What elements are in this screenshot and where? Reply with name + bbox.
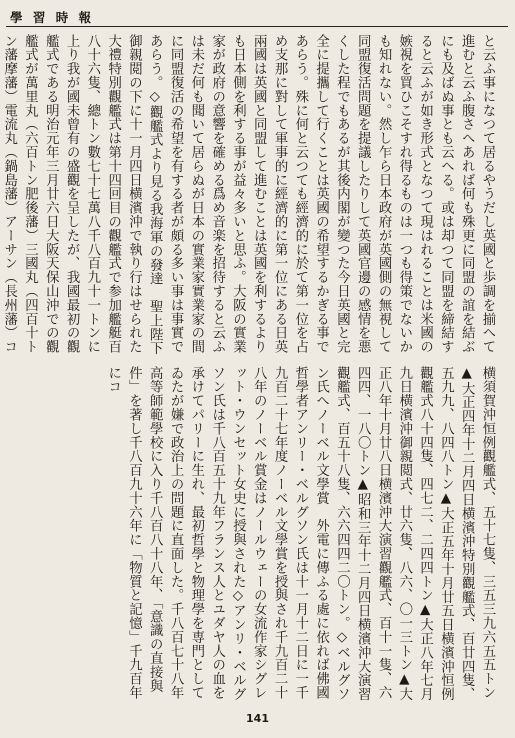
page-number: 141 xyxy=(246,712,269,725)
header-rule xyxy=(6,26,508,27)
lower-body-text: 横須賀沖恒例觀艦式、五十七隻、三五三九六五五トン▲大正四年十二月四日横濱沖特別觀艦式、百廿四隻、五九九、八四八トン▲大正五年十月廿五日横濱沖恒例觀艦式八十四隻、四七二、二四四トン▲大正八年七月九日横濱沖御親閲式、廿六隻、八六、〇一三トン▲大正八年十月廿八日横濱沖大演習觀艦式、百十一隻、六四四、一八〇トン▲昭和三年十二月四日横濱沖大演習觀艦式、百五十八隻、六六四四二〇トン。◇ベルグソン氏へノーベル文學賞 外電に傳ふる處に依れば佛國哲學者アンリー・ベルグソン氏は十一月十二日に一千九百二十七年度ノーベル文學賞を授與され千九百二十八年のノーベル賞金はノールウェーの女流作家シグレット・ウンセット女史に授與された◇アンリ・ベルグソン氏は千八百五十九年フランス人とユダヤ人の血を承けてパリーに生れ、最初哲學と物理學を専門としてゐたが嫌で政治上の問題に直面した。千八百七十八年高等師範學校に入り千八百八十八年、「意識の直接與件」を著し千八百九十六年に「物質と記憶」千九百年にコ xyxy=(105,366,495,702)
upper-text-block xyxy=(1,34,497,359)
upper-body-text: と云ふ事になつて居るやうだし英國と歩調を揃へて進むと云ふ腹さへあれば何も殊更に同盟の誼を結ぶにも及ばぬ事とも云へる。或は却つて同盟を締結すると云ふが如き形式となつて現はれることは米國の嫉視を買ひこそすれ得るものは一つも得策でないかも知れない。然し乍ら日本政府が英國側の無視して同盟復活問題を提議したりして英國官邊の感情を悪くした程でもあるが其後内閣が變つた今日英國と完全に提攜して行くことは英國の希望するかぎる事であらう。殊に何と云つても經濟的に於て第一位を占め支那に對して軍事的に經濟的に第一位にある日英兩國は英國と同盟して進むことは英國を利するよりも日本側を利する事が益々多いと思ふ。大阪の實業家が政府の意響を確める爲め音楽を招待すると云ふは未だ何も聞いて居らぬが日本の實業家實業家の間に同盟復活の希望を有する者が頗る多い事は事實であらう。◇觀艦式より見る我海軍の發達 聖上陛下御親閲の下に十一月四日横濱沖で執り行はせられた大禮特別觀艦式は第十四回目の觀艦式で参加艦艇百八十六隻、總トン數七十七萬八千八百九十一トンに上り我が國未曾有の盛觀を呈したが、我國最初の觀艦式である明治元年三月廿六日大阪天保山沖での觀艦式が萬里丸（六百トン肥後藩）三國丸（四百十トン藩摩藩）電流丸（鍋島藩）アーサン（長州藩）コ xyxy=(1,34,495,356)
page-header: 學 習 時 報 xyxy=(10,10,95,25)
lower-text-block xyxy=(22,366,497,706)
